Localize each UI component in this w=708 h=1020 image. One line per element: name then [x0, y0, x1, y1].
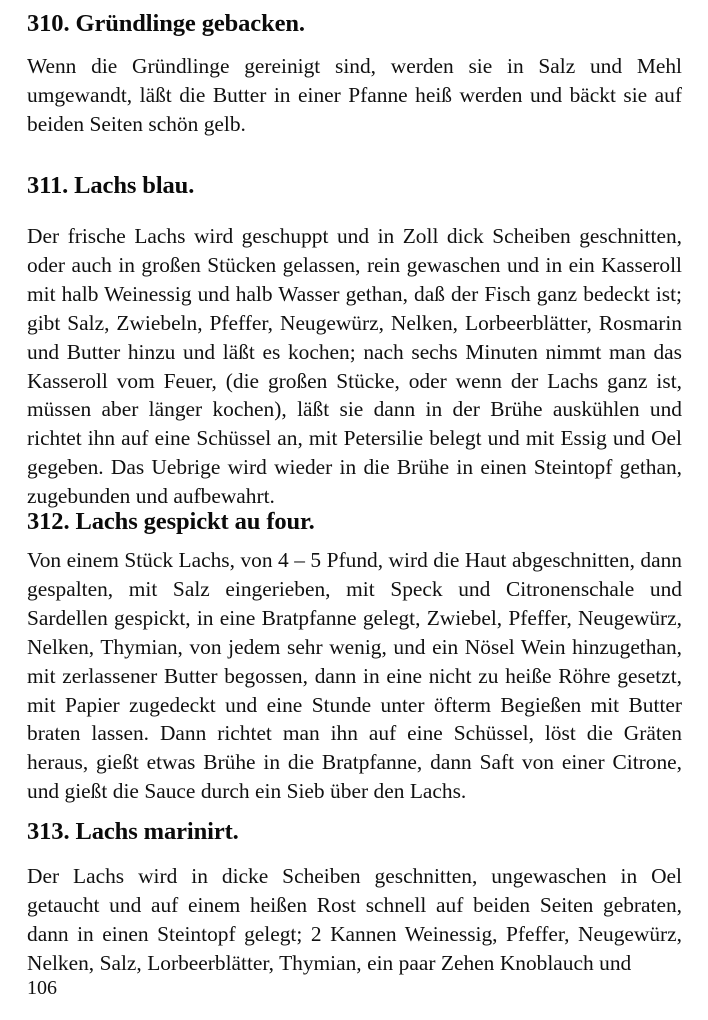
- recipe-body-312: Von einem Stück Lachs, von 4 – 5 Pfund, wird die Haut abgeschnitten, dann gespalten, mit Salz eingerieben, mit Speck und Citronenschale und Sardellen gespickt, in eine Bratpfanne gelegt, Zwiebel, Pfeffer, Neugewürz, Nelken, Thymian, von jedem sehr wenig, und ein Nösel Wein hinzugethan, mit zerlassener Butter begossen, dann in eine nicht zu heiße Röhre gesetzt, mit Papier zugedeckt und eine Stunde unter öfterm Begießen mit Butter braten lassen. Dann richtet man ihn auf eine Schüssel, löst die Gräten heraus, gießt etwas Brühe in die Bratpfanne, dann Saft von einer Citrone, und gießt die Sauce durch ein Sieb über den Lachs.: [27, 548, 682, 804]
- page-number: 106: [27, 977, 57, 999]
- recipe-body-313: Der Lachs wird in dicke Scheiben geschnitten, ungewaschen in Oel getaucht und auf einem heißen Rost schnell auf beiden Seiten gebraten, dann in einen Steintopf gelegt; 2 Kannen Weinessig, Pfeffer, Neugewürz, Nelken, Salz, Lorbeerblätter, Thymian, ein paar Zehen Knoblauch und: [27, 864, 682, 975]
- recipe-body-311: Der frische Lachs wird geschuppt und in Zoll dick Scheiben geschnitten, oder auch in großen Stücken gelassen, rein gewaschen und in ein Kasseroll mit halb Weinessig und halb Wasser gethan, daß der Fisch ganz bedeckt ist; gibt Salz, Zwiebeln, Pfeffer, Neugewürz, Nelken, Lorbeerblätter, Rosmarin und Butter hinzu und läßt es kochen; nach sechs Minuten nimmt man das Kasseroll vom Feuer, (die großen Stücke, oder wenn der Lachs ganz ist, müssen aber länger kochen), läßt sie dann in der Brühe auskühlen und richtet ihn auf eine Schüssel an, mit Petersilie belegt und mit Essig und Oel gegeben. Das Uebrige wird wieder in die Brühe in einen Steintopf gethan, zugebunden und aufbewahrt.: [27, 224, 682, 509]
- recipe-heading-312: 312. Lachs gespickt au four.: [27, 508, 315, 535]
- recipe-heading-311: 311. Lachs blau.: [27, 172, 195, 199]
- recipe-heading-310: 310. Gründlinge gebacken.: [27, 10, 305, 37]
- recipe-heading-313: 313. Lachs marinirt.: [27, 818, 239, 845]
- recipe-body-310: Wenn die Gründlinge gereinigt sind, werden sie in Salz und Mehl umgewandt, läßt die Butter in einer Pfanne heiß werden und bäckt sie auf beiden Seiten schön gelb.: [27, 54, 682, 136]
